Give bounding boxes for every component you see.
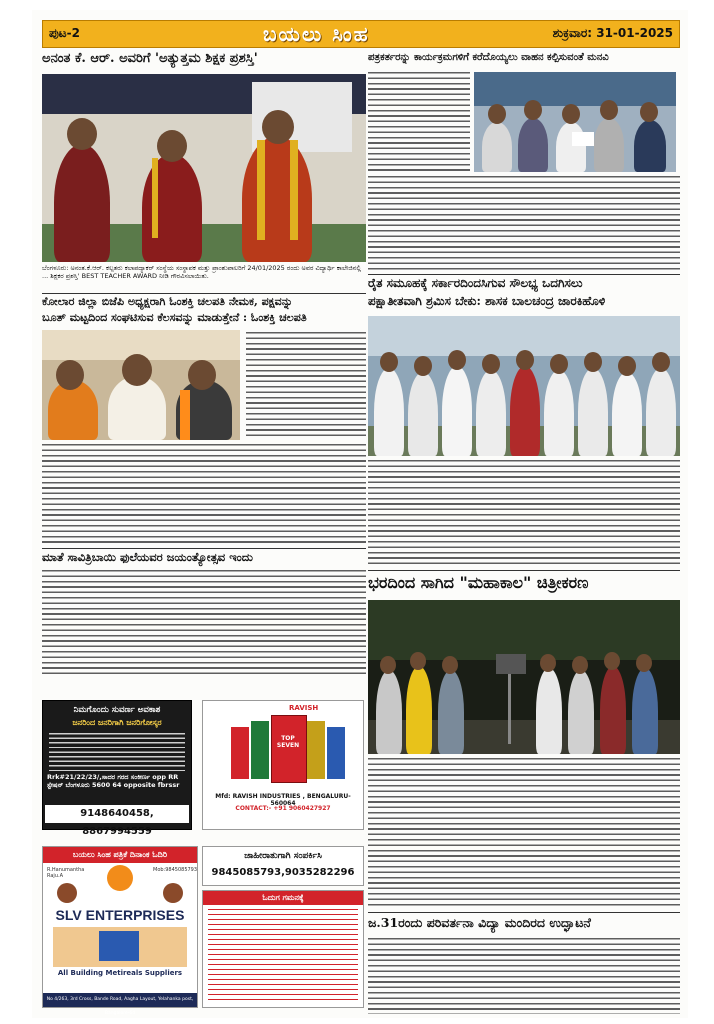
astro-ad-address: Rrk#21/22/23/,ಸಾದರ ಗರದ ಸಂಕೀರ್ಣ opp RR ಸ್ಟೇಷನ್ ಬೆಂಗಳೂರು 5600 64 opposite fbrssr	[47, 773, 180, 789]
ad-contact-phones: 9845085793,9035282296	[211, 867, 355, 878]
astro-ad-phone: 9148640458, 8867994559	[45, 805, 189, 823]
ad-contact-title: ಜಾಹೀರಾತುಗಾಗಿ ಸಂಪರ್ಕಿಸಿ	[244, 851, 322, 861]
bjp-headline-line1: ಕೋಲಾರ ಜಿಲ್ಲಾ ಬಿಜೆಪಿ ಅಧ್ಯಕ್ಷರಾಗಿ ಓಂಶಕ್ತಿ ಚಲಪತಿ ನೇಮಕ, ಪಕ್ಷವನ್ನು	[42, 295, 293, 308]
product-ad-contact: CONTACT:- +91 9060427927	[235, 805, 331, 812]
teacher-award-headline: ಅನಂತ ಕೆ. ಆರ್. ಅವರಿಗೆ 'ಅತ್ಯುತ್ತಮ ಶಿಕ್ಷಕ ಪ್ರಶಸ್ತಿ'	[42, 51, 258, 66]
astro-ad-title1: ನಿಮಗೊಂದು ಸುವರ್ಣ ಅವಕಾಶ	[73, 705, 161, 715]
product-ad-brand: RAVISH	[289, 704, 319, 712]
film-crew-photo	[368, 600, 680, 754]
masthead	[42, 20, 680, 48]
readers-notice-title: ಓದುಗ ಗಮನಕ್ಕೆ	[203, 891, 363, 905]
savitribai-headline: ಮಾತೆ ಸಾವಿತ್ರಿಬಾಯಿ ಫುಲೆಯವರ ಜಯಂತ್ಯೋತ್ಸವ ಇಂದು	[42, 550, 253, 564]
ad-contact-box	[202, 846, 364, 886]
farmers-headline-line1: ರೈತ ಸಮೂಹಕ್ಕೆ ಸರ್ಕಾರದಿಂದಸಿಗುವ ಸೌಲಭ್ಯ ಒದಗಿಸಲು	[368, 276, 583, 290]
slv-proprietor: R.Hanumantha Raju.A	[47, 867, 85, 879]
astro-ad	[42, 700, 192, 837]
award-ceremony-photo	[42, 74, 366, 262]
school-headline: ಜ.31ರಂದು ಪರಿವರ್ತನಾ ವಿದ್ಯಾ ಮಂದಿರದ ಉದ್ಘಾಟನೆ	[368, 915, 591, 930]
issue-date: ಶುಕ್ರವಾರ: 31-01-2025	[552, 26, 673, 40]
farmers-group-photo	[368, 316, 680, 456]
slv-name: SLV ENTERPRISES	[55, 907, 185, 923]
journalists-memorandum-photo	[474, 72, 676, 172]
slv-mobile: Mob:9845085793	[153, 867, 198, 873]
newspaper-page	[32, 10, 688, 1018]
newspaper-title: ಬಯಲು ಸಿಂಹ	[263, 22, 370, 46]
bjp-headline-line2: ಬೂತ್ ಮಟ್ಟದಿಂದ ಸಂಘಟಿಸುವ ಕೆಲಸವನ್ನು ಮಾಡುತ್ತೇನೆ : ಓಂಶಕ್ತಿ ಚಲಪತಿ	[42, 311, 307, 324]
page-label: ಪುಟ-2	[49, 26, 80, 40]
farmers-headline-line2: ಪಕ್ಷಾತೀತವಾಗಿ ಶ್ರಮಿಸ ಬೇಕು: ಶಾಸಕ ಬಾಲಚಂದ್ರ ಜಾರಕಿಹೊಳಿ	[368, 294, 606, 308]
award-caption: ಬೆಂಗಳೂರು: ಅನಂತ.ಕೆ.ಆರ್. ಕಲ್ಪತರು ಕಲಾಪದ್ಯಾಕರ್ ಸಂಸ್ಥೆಯ ಸಂಸ್ಥಾಪಕ ಮತ್ತು ಪ್ರಾಂಶುಪಾಲರಿಗೆ 24/01/2025 ರಂದು ಅವರ ವಿದ್ಯಾರ್ಥಿ ಕಾಲೇಜಿನಲ್ಲಿ ... ಶಿಕ್ಷಕರ ಪ್ರಶಸ್ತಿ' BEST TEACHER AWARD ನೀಡಿ ಗೌರವಿಸಲಾಯಿತು.	[42, 264, 362, 280]
journalists-headline: ಪತ್ರಕರ್ತರನ್ನು ಕಾರ್ಯಕ್ರಮಗಳಿಗೆ ಕರೆದೊಯ್ಯಲು ವಾಹನ ಕಲ್ಪಿಸುವಂತೆ ಮನವಿ	[368, 52, 609, 63]
astro-ad-title2: ಜನರಿಂದ ಜನರಿಗಾಗಿ ಜನರಿಗೋಸ್ಕರ	[72, 718, 162, 727]
product-ad-manufacturer: Mfd: RAVISH INDUSTRIES , BENGALURU-560064	[215, 793, 351, 807]
product-box-label: TOP SEVEN	[276, 735, 300, 749]
mahakala-headline: ಭರದಿಂದ ಸಾಗಿದ "ಮಹಾಕಾಲ" ಚಿತ್ರೀಕರಣ	[368, 573, 589, 592]
readers-notice	[202, 890, 364, 1008]
slv-ad-header: ಬಯಲು ಸಿಂಹ ಪತ್ರಿಕೆ ದಿನಾಂಕ ಓದಿರಿ	[43, 847, 197, 863]
slv-enterprises-ad	[42, 846, 198, 1016]
product-ad	[202, 700, 364, 830]
slv-tagline: All Building Metireals Suppliers	[57, 969, 183, 977]
bjp-press-meet-photo	[42, 330, 240, 440]
slv-address: No 4/263, 3rd Cross, Bande Road, Aagha Layout, Yelahanka post, Bangalore-64	[43, 993, 197, 1007]
